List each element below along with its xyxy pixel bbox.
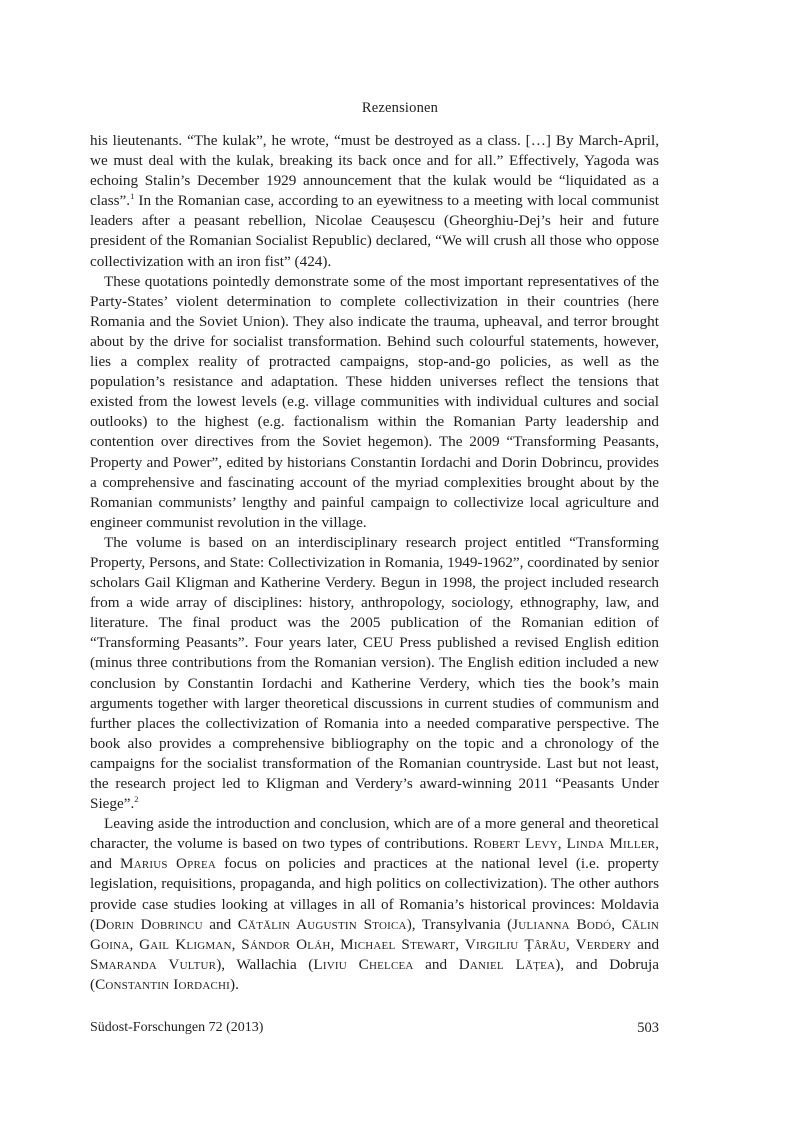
author-name: Liviu Chelcea	[313, 955, 414, 973]
text-run: ,	[557, 835, 567, 853]
author-name: Virgiliu Țârău	[464, 935, 566, 953]
author-name: Cătălin Augustin Stoica	[237, 915, 407, 933]
author-name: Daniel Lățea	[458, 955, 556, 973]
paragraph	[90, 272, 659, 533]
author-name: Robert Levy	[473, 835, 558, 853]
text-run: The volume is based on an interdisciplinary research project entitled “Transforming Property, Persons, and State: Collectivization in Romania, 1949-1962”, coordinated by senior scholars Gail Kligman and Katherine Verdery. Begun in 1998, the project included research from a wide array of disciplines: history, anthropology, sociology, ethnography, law, and literature. The final product was the 2005 publication of the Romanian edition of “Transforming Peasants”. Four years later, CEU Press published a revised English edition (minus three contributions from the Romanian version). The English edition included a new conclusion by Constantin Iordachi and Katherine Verdery, which ties the book’s main arguments together with larger theoretical discussions in current studies of communism and further places the collectivization of Romania into a needed comparative perspective. The book also provides a comprehensive bibliography on the topic and a chronology of the campaigns for the socialist transformation of the Romanian countryside. Last but not least, the research project led to Kligman and Verdery’s award-winning 2011 “Peasants Under Siege”.	[90, 533, 659, 813]
author-name: Constantin Iordachi	[95, 975, 231, 993]
author-name: Verdery	[575, 935, 632, 953]
footnote-marker: 1	[130, 191, 135, 202]
author-name: Marius Oprea	[120, 855, 217, 873]
article-body	[90, 131, 659, 995]
text-run: ), and Dobruja (	[90, 955, 659, 993]
text-run: ,	[330, 935, 341, 953]
text-run: Leaving aside the introduction and conclusion, which are of a more general and theoretical character, the volume is based on two types of contributions.	[90, 815, 659, 853]
text-run: ), Wallachia (	[216, 955, 314, 973]
text-run: These quotations pointedly demonstrate some of the most important representatives of the Party-States’ violent determination to complete collectivization in their countries (here Romania and the Soviet Union). They also indicate the trauma, upheaval, and terror brought about by the drive for socialist transformation. Behind such colourful statements, however, lies a complex reality of protracted campaigns, stop-and-go policies, as well as the population’s resistance and adaptation. These hidden universes reflect the tensions that existed from the lowest levels (e.g. village communities with individual cultures and social outlooks) to the highest (e.g. factionalism within the Romanian Party leadership and contention over directives from the Soviet hegemon). The 2009 “Transforming Peasants, Property and Power”, edited by historians Constantin Iordachi and Dorin Dobrincu, provides a comprehensive and fascinating account of the myriad complexities brought about by the Romanian communists’ lengthy and painful campaign to collectivize local agriculture and engineer communist revolution in the village.	[90, 272, 659, 531]
author-name: Gail Kligman	[139, 935, 232, 953]
text-run: focus on policies and practices at the national level (i.e. property legislation, requisitions, propaganda, and high politics on collectivization). The other authors provide case studies looking at villages in all of Romania’s historical provinces: Moldavia (	[90, 855, 659, 933]
paragraph	[90, 533, 659, 814]
text-run: his lieutenants. “The kulak”, he wrote, “must be destroyed as a class. […] By March-April, we must deal with the kulak, breaking its back once and for all.” Effectively, Yagoda was echoing Stalin’s December 1929 announcement that the kulak would be “liquidated as a class”.	[90, 132, 659, 210]
paragraph	[90, 814, 659, 995]
author-name: Smaranda Vultur	[90, 955, 217, 973]
text-run: ,	[129, 935, 140, 953]
author-name: Dorin Dobrincu	[95, 915, 203, 933]
author-name: Michael Stewart	[340, 935, 456, 953]
running-header: Rezensionen	[361, 100, 439, 116]
text-run: ,	[611, 915, 622, 933]
text-run: ), Transylvania (	[406, 915, 513, 933]
author-name: Sándor Oláh	[241, 935, 331, 953]
page-number: 503	[637, 1020, 659, 1036]
text-run: and	[631, 935, 660, 953]
text-run: ,	[565, 935, 576, 953]
text-run: and	[413, 955, 459, 973]
text-run: ,	[455, 935, 465, 953]
author-name: Linda Miller	[566, 835, 656, 853]
text-run: and	[202, 915, 238, 933]
text-run: ,	[231, 935, 242, 953]
text-run: ).	[230, 975, 239, 993]
journal-citation: Südost-Forschungen 72 (2013)	[90, 1020, 264, 1035]
author-name: Călin Goina	[90, 915, 659, 953]
text-run: , and	[90, 835, 659, 873]
paragraph	[90, 131, 659, 272]
text-run: In the Romanian case, according to an eyewitness to a meeting with local communist leaders after a peasant rebellion, Nicolae Ceaușescu (Gheorghiu-Dej’s heir and future president of the Romanian Socialist Republic) declared, “We will crush all those who oppose collectivization with an iron fist” (424).	[90, 192, 659, 270]
footnote-marker: 2	[134, 794, 139, 805]
author-name: Julianna Bodó	[512, 915, 612, 933]
